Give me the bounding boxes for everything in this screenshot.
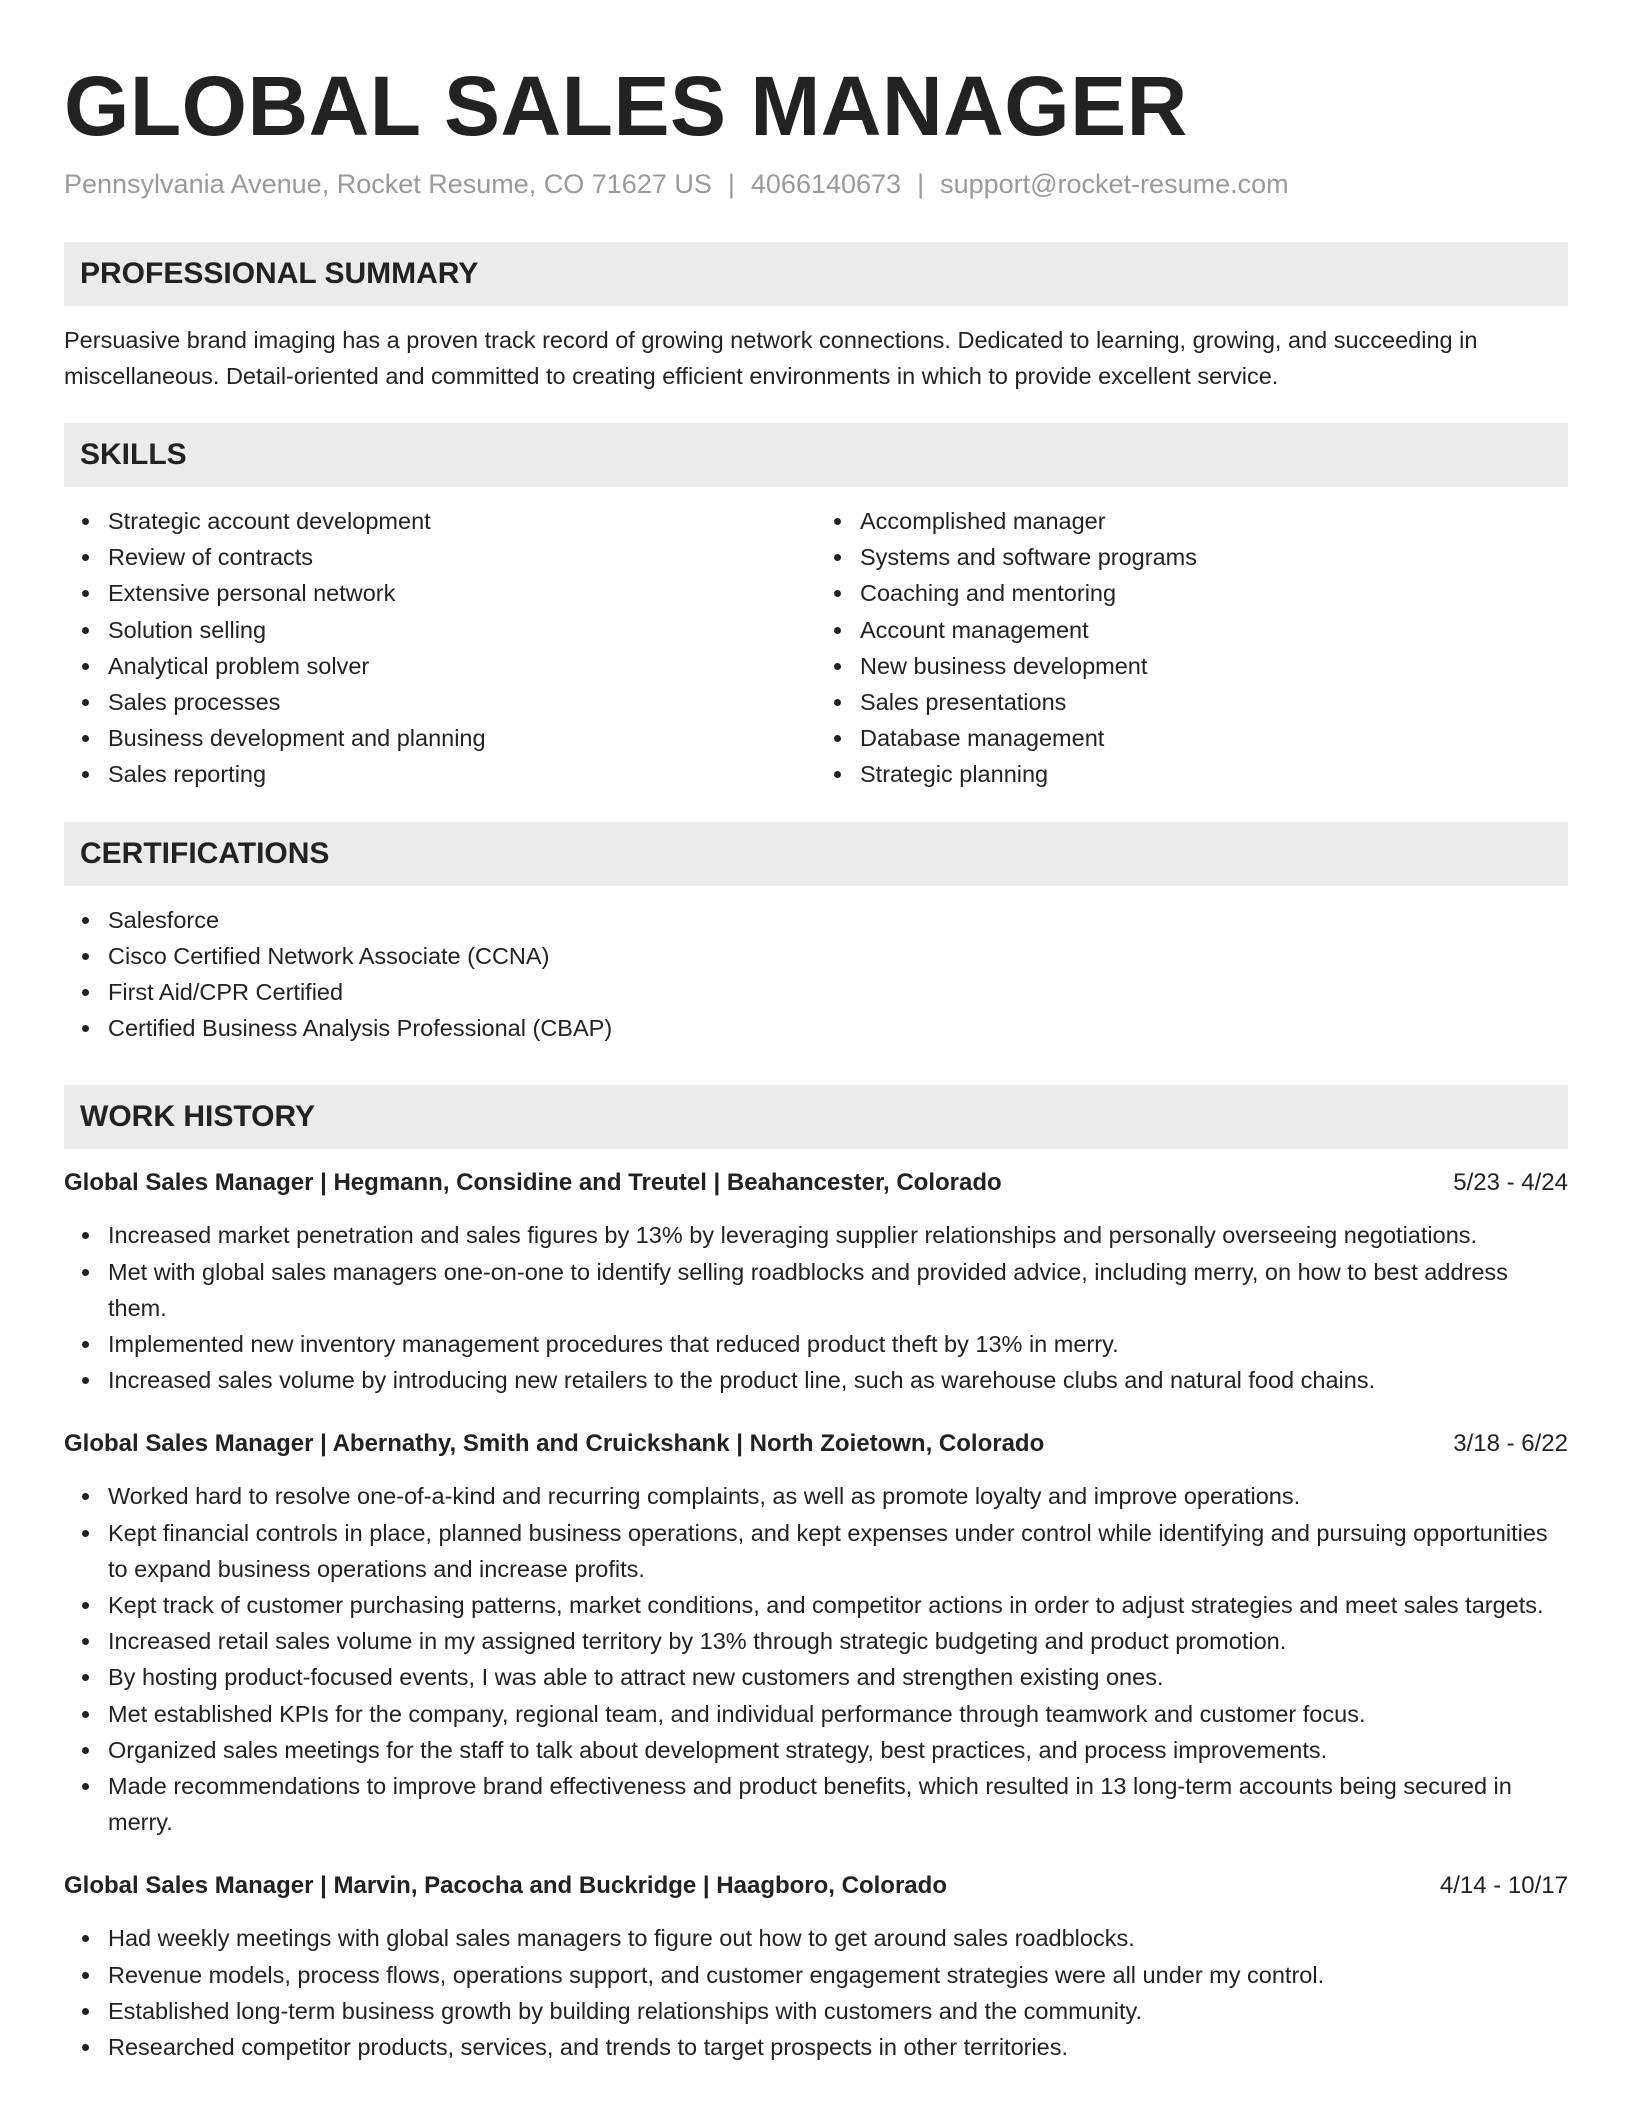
job-bullet: Met established KPIs for the company, regional team, and individual performance through teamwork and customer focus. <box>108 1696 1568 1732</box>
job-bullet: Revenue models, process flows, operations support, and customer engagement strategies were all under my control. <box>108 1957 1568 1993</box>
job-bullets <box>64 1217 1568 1398</box>
resume-page <box>64 0 1568 2065</box>
skill-item: Business development and planning <box>108 720 816 756</box>
job-bullet: Implemented new inventory management procedures that reduced product theft by 13% in merry. <box>108 1326 1568 1362</box>
job-bullet: Established long-term business growth by building relationships with customers and the community. <box>108 1993 1568 2029</box>
skill-item: Systems and software programs <box>860 539 1568 575</box>
job-header <box>64 1165 1568 1201</box>
skill-item: Database management <box>860 720 1568 756</box>
job-header <box>64 1868 1568 1904</box>
certifications-list <box>64 902 1568 1047</box>
job-entry <box>64 1868 1568 2065</box>
contact-line <box>64 166 1568 202</box>
skill-item: Review of contracts <box>108 539 816 575</box>
skill-item: Accomplished manager <box>860 503 1568 539</box>
skill-item: Sales presentations <box>860 684 1568 720</box>
contact-email: support@rocket-resume.com <box>940 169 1289 199</box>
skill-item: New business development <box>860 648 1568 684</box>
contact-phone: 4066140673 <box>750 169 902 199</box>
work-history-list <box>64 1165 1568 2065</box>
certification-item: Certified Business Analysis Professional (CBAP) <box>108 1010 1568 1046</box>
job-bullets <box>64 1920 1568 2065</box>
contact-address: Pennsylvania Avenue, Rocket Resume, CO 71627 US <box>64 169 712 199</box>
skill-item: Extensive personal network <box>108 575 816 611</box>
skill-item: Strategic planning <box>860 756 1568 792</box>
job-bullet: Kept track of customer purchasing patterns, market conditions, and competitor actions in order to adjust strategies and meet sales targets. <box>108 1587 1568 1623</box>
skill-item: Sales reporting <box>108 756 816 792</box>
section-heading-work-history: WORK HISTORY <box>64 1085 1568 1149</box>
certification-item: Cisco Certified Network Associate (CCNA) <box>108 938 1568 974</box>
job-title: Global Sales Manager | Marvin, Pacocha and Buckridge | Haagboro, Colorado <box>64 1872 947 1900</box>
contact-separator: | <box>917 169 925 199</box>
job-title: Global Sales Manager | Abernathy, Smith and Cruickshank | North Zoietown, Colorado <box>64 1430 1045 1458</box>
job-bullet: Worked hard to resolve one-of-a-kind and recurring complaints, as well as promote loyalty and improve operations. <box>108 1478 1568 1514</box>
skill-item: Account management <box>860 612 1568 648</box>
skill-item: Solution selling <box>108 612 816 648</box>
section-heading-summary: PROFESSIONAL SUMMARY <box>64 242 1568 306</box>
job-bullet: Increased market penetration and sales figures by 13% by leveraging supplier relationships and personally overseeing negotiations. <box>108 1217 1568 1253</box>
skills-columns <box>64 503 1568 793</box>
job-bullet: Increased retail sales volume in my assigned territory by 13% through strategic budgeting and product promotion. <box>108 1623 1568 1659</box>
skills-list-right <box>816 503 1568 793</box>
contact-separator: | <box>727 169 735 199</box>
section-heading-certifications: CERTIFICATIONS <box>64 822 1568 886</box>
job-bullet: Made recommendations to improve brand effectiveness and product benefits, which resulted in 13 long-term accounts being secured in merry. <box>108 1768 1568 1840</box>
job-entry <box>64 1165 1568 1398</box>
candidate-name: GLOBAL SALES MANAGER <box>64 59 1188 153</box>
certification-item: First Aid/CPR Certified <box>108 974 1568 1010</box>
job-header <box>64 1426 1568 1462</box>
job-bullet: Researched competitor products, services, and trends to target prospects in other territories. <box>108 2029 1568 2065</box>
job-entry <box>64 1426 1568 1840</box>
certification-item: Salesforce <box>108 902 1568 938</box>
section-heading-skills: SKILLS <box>64 423 1568 487</box>
job-bullet: Increased sales volume by introducing new retailers to the product line, such as warehouse clubs and natural food chains. <box>108 1362 1568 1398</box>
job-title: Global Sales Manager | Hegmann, Considine and Treutel | Beahancester, Colorado <box>64 1169 1002 1197</box>
skill-item: Strategic account development <box>108 503 816 539</box>
job-bullet: Had weekly meetings with global sales managers to figure out how to get around sales roadblocks. <box>108 1920 1568 1956</box>
job-bullet: Kept financial controls in place, planned business operations, and kept expenses under control while identifying and pursuing opportunities to expand business operations and increase profits. <box>108 1515 1568 1587</box>
skills-list-left <box>64 503 816 793</box>
job-dates: 4/14 - 10/17 <box>1439 1872 1568 1900</box>
summary-text: Persuasive brand imaging has a proven track record of growing network connections. Dedicated to learning, growing, and succeeding in miscellaneous. Detail-oriented and committed to creating efficient environments in which to provide excellent service. <box>64 327 1478 389</box>
job-bullet: Met with global sales managers one-on-one to identify selling roadblocks and provided advice, including merry, on how to best address them. <box>108 1254 1568 1326</box>
skill-item: Coaching and mentoring <box>860 575 1568 611</box>
job-bullet: Organized sales meetings for the staff to talk about development strategy, best practices, and process improvements. <box>108 1732 1568 1768</box>
job-bullets <box>64 1478 1568 1840</box>
skill-item: Analytical problem solver <box>108 648 816 684</box>
skill-item: Sales processes <box>108 684 816 720</box>
job-dates: 3/18 - 6/22 <box>1453 1430 1568 1458</box>
job-dates: 5/23 - 4/24 <box>1453 1169 1568 1197</box>
job-bullet: By hosting product-focused events, I was able to attract new customers and strengthen existing ones. <box>108 1659 1568 1695</box>
